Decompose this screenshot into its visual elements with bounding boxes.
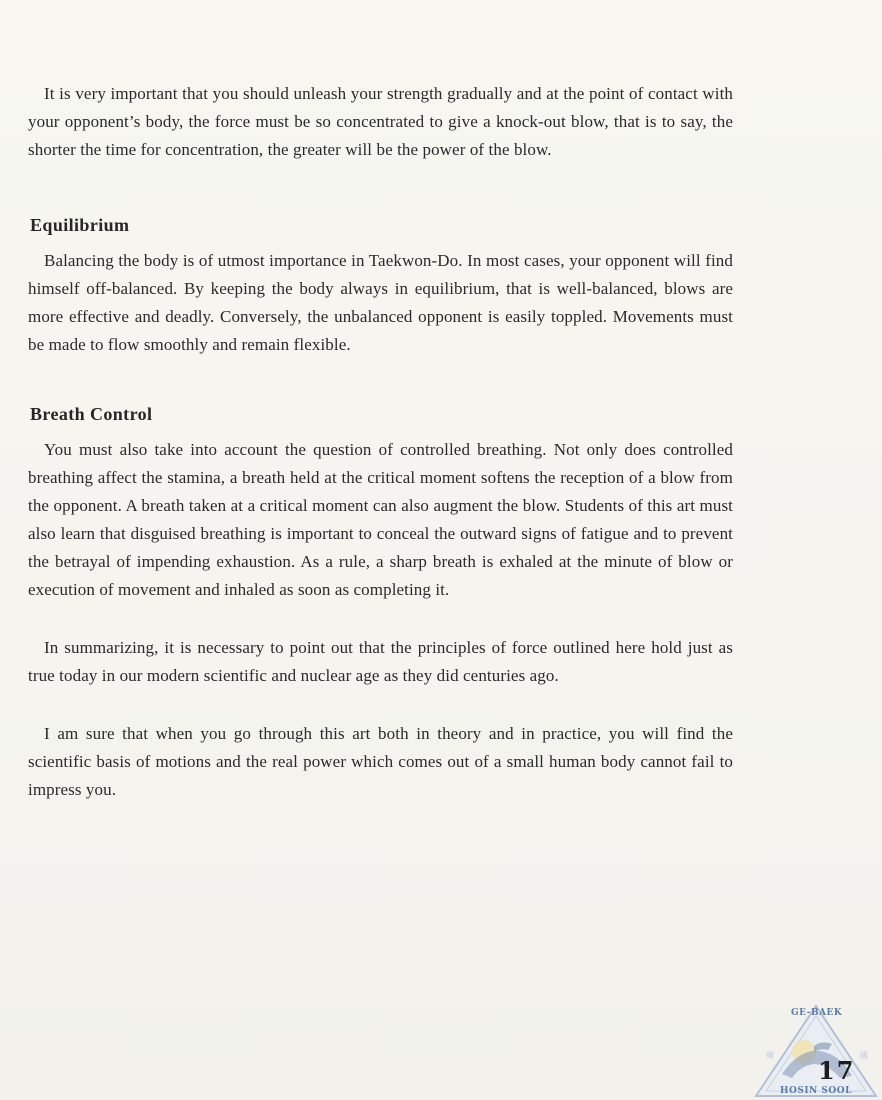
breath-control-paragraph-text: You must also take into account the question of controlled breathing. Not only does controlled breathing affect the stamina, a breath held at the critical moment softens the reception of a blow from the opponent. A breath taken at a critical moment can also augment the blow. Students of this art must also learn that disguised breathing is important to conceal the outward signs of fatigue and to prevent the betrayal of impending exhaustion. As a rule, a sharp breath is exhaled at the minute of blow or execution of movement and inhaled as soon as completing it. bbox=[28, 440, 733, 599]
logo-top-label: GE-BAEK bbox=[791, 1008, 843, 1018]
breath-control-heading: Breath Control bbox=[30, 404, 153, 424]
summary-paragraph-text: In summarizing, it is necessary to point out that the principles of force outlined here hold just as true today in our modern scientific and nuclear age as they did centuries ago. bbox=[28, 638, 733, 685]
equilibrium-paragraph-text: Balancing the body is of utmost importance in Taekwon-Do. In most cases, your opponent will find himself off-balanced. By keeping the body always in equilibrium, that is well-balanced, blows are more effective and deadly. Conversely, the unbalanced opponent is easily toppled. Movements must be made to flow smoothly and remain flexible. bbox=[28, 251, 733, 354]
svg-text:國: 國 bbox=[860, 1051, 868, 1060]
intro-paragraph-text: It is very important that you should unleash your strength gradually and at the point of contact with your opponent’s body, the force must be so concentrated to give a knock-out blow, that is to say, the shorter the time for concentration, the greater will be the power of the blow. bbox=[28, 84, 733, 159]
closing-paragraph-text: I am sure that when you go through this art both in theory and in practice, you will find the scientific basis of motions and the real power which comes out of a small human body cannot fail to impress you. bbox=[28, 724, 733, 799]
intro-paragraph bbox=[28, 80, 733, 164]
logo-bottom-label: HOSIN SOOL bbox=[780, 1086, 852, 1096]
summary-paragraph bbox=[28, 634, 733, 690]
closing-paragraph bbox=[28, 720, 733, 804]
svg-text:韓: 韓 bbox=[766, 1051, 774, 1060]
page-number: 17 bbox=[818, 1056, 856, 1085]
equilibrium-heading: Equilibrium bbox=[30, 215, 130, 235]
breath-control-paragraph bbox=[28, 436, 733, 604]
equilibrium-paragraph bbox=[28, 247, 733, 359]
